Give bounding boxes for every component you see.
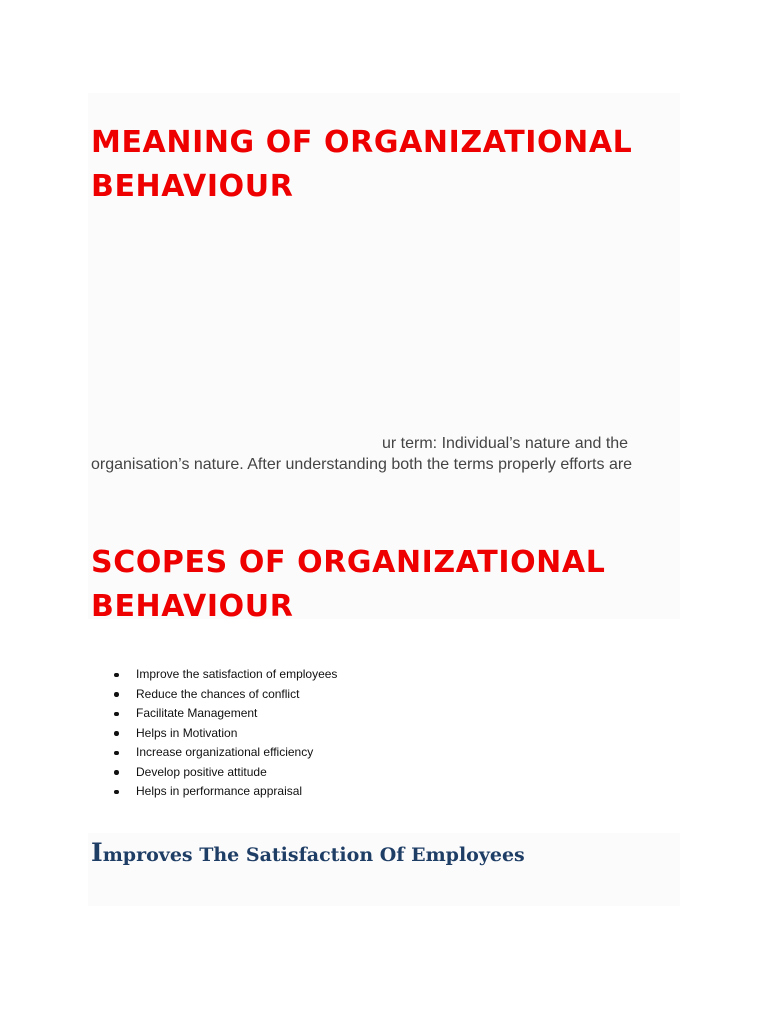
subheading-improves-satisfaction bbox=[91, 838, 525, 870]
list-item-text: Increase organizational efficiency bbox=[136, 745, 314, 759]
list-item-text: Helps in performance appraisal bbox=[136, 784, 303, 798]
list-item bbox=[100, 685, 337, 705]
bullet-dot-icon bbox=[114, 692, 119, 697]
bullet-dot-icon bbox=[114, 712, 119, 717]
list-item-text: Reduce the chances of conflict bbox=[136, 686, 300, 701]
list-item-text: Facilitate Management bbox=[136, 706, 258, 720]
list-item bbox=[100, 665, 337, 685]
bullet-dot-icon bbox=[114, 751, 119, 756]
bullet-dot-icon bbox=[114, 770, 119, 775]
heading-scopes-line1: SCOPES OF ORGANIZATIONAL bbox=[91, 545, 606, 580]
paragraph-line1: ur term: Individual’s nature and the bbox=[382, 435, 629, 452]
heading-meaning bbox=[91, 121, 632, 209]
bullet-dot-icon bbox=[114, 673, 119, 678]
list-item bbox=[100, 704, 337, 724]
subheading-rest: mproves The Satisfaction Of Employees bbox=[102, 844, 525, 866]
list-item bbox=[100, 782, 337, 802]
list-item-text: Improve the satisfaction of employees bbox=[136, 667, 338, 681]
heading-meaning-line1: MEANING OF ORGANIZATIONAL bbox=[91, 125, 633, 160]
heading-scopes-line2: BEHAVIOUR bbox=[91, 589, 294, 624]
paragraph-line2: organisation’s nature. After understanding both the terms properly efforts are bbox=[91, 456, 633, 473]
heading-scopes bbox=[91, 541, 605, 629]
bullet-dot-icon bbox=[114, 731, 119, 736]
list-item-text: Helps in Motivation bbox=[136, 725, 238, 740]
list-item-text: Develop positive attitude bbox=[136, 764, 267, 779]
list-item bbox=[100, 763, 337, 783]
scopes-bullet-list bbox=[100, 665, 337, 802]
subheading-first-letter: I bbox=[91, 838, 103, 867]
bullet-dot-icon bbox=[114, 790, 119, 795]
heading-meaning-line2: BEHAVIOUR bbox=[91, 169, 294, 204]
list-item bbox=[100, 743, 337, 763]
list-item bbox=[100, 724, 337, 744]
